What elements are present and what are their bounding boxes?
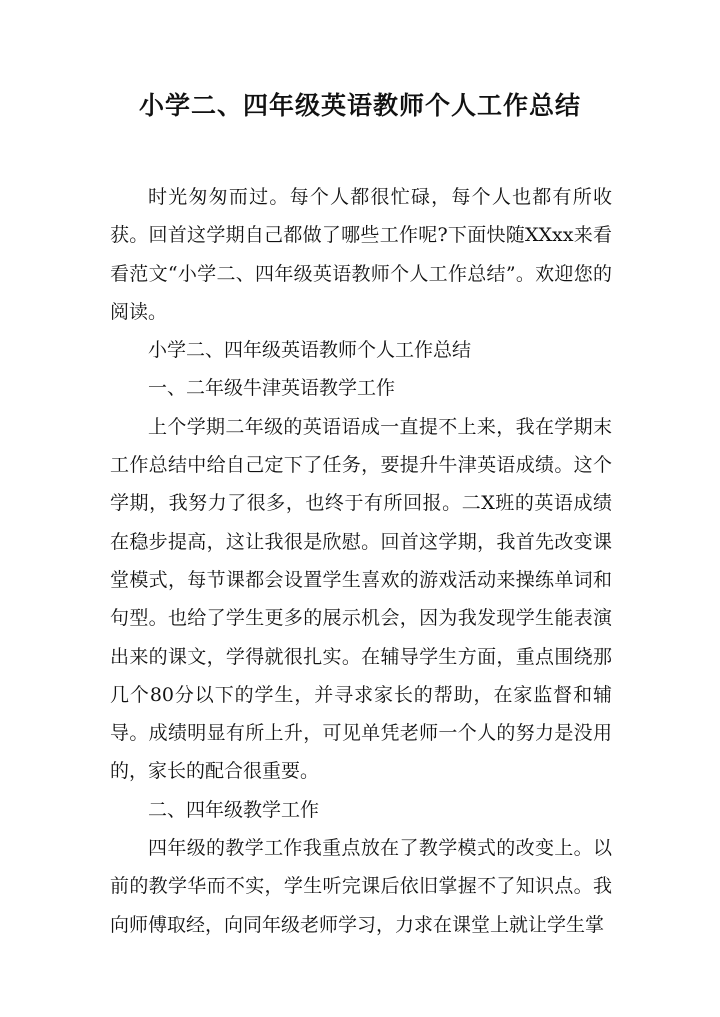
grade-four-paragraph: 四年级的教学工作我重点放在了教学模式的改变上。以前的教学华而不实，学生听完课后依旧掌握不了知识点。我向师傅取经，向同年级老师学习，力求在课堂上就让学生掌 xyxy=(110,837,612,936)
subtitle-paragraph: 小学二、四年级英语教师个人工作总结 xyxy=(148,339,472,362)
grade-two-paragraph: 上个学期二年级的英语语成一直提不上来，我在学期末工作总结中给自己定下了任务，要提升牛津英语成绩。这个学期，我努力了很多，也终于有所回报。二X班的英语成绩在稳步提高，这让我很是欣慰。回首这学期，我首先改变课堂模式，每节课都会设置学生喜欢的游戏活动来操练单词和句型。也给了学生更多的展示机会，因为我发现学生能表演出来的课文，学得就很扎实。在辅导学生方面，重点围绕那几个80分以下的学生，并寻求家长的帮助，在家监督和辅导。成绩明显有所上升，可见单凭老师一个人的努力是没用的，家长的配合很重要。 xyxy=(110,415,612,783)
document-body xyxy=(110,178,612,944)
intro-paragraph: 时光匆匆而过。每个人都很忙碌，每个人也都有所收获。回首这学期自己都做了哪些工作呢?下面快随XXxx来看看范文“小学二、四年级英语教师个人工作总结”。欢迎您的阅读。 xyxy=(110,186,612,323)
section-heading-grade-two: 一、二年级牛津英语教学工作 xyxy=(148,377,396,400)
section-heading-grade-four: 二、四年级教学工作 xyxy=(148,798,320,821)
document-title: 小学二、四年级英语教师个人工作总结 xyxy=(138,91,581,120)
